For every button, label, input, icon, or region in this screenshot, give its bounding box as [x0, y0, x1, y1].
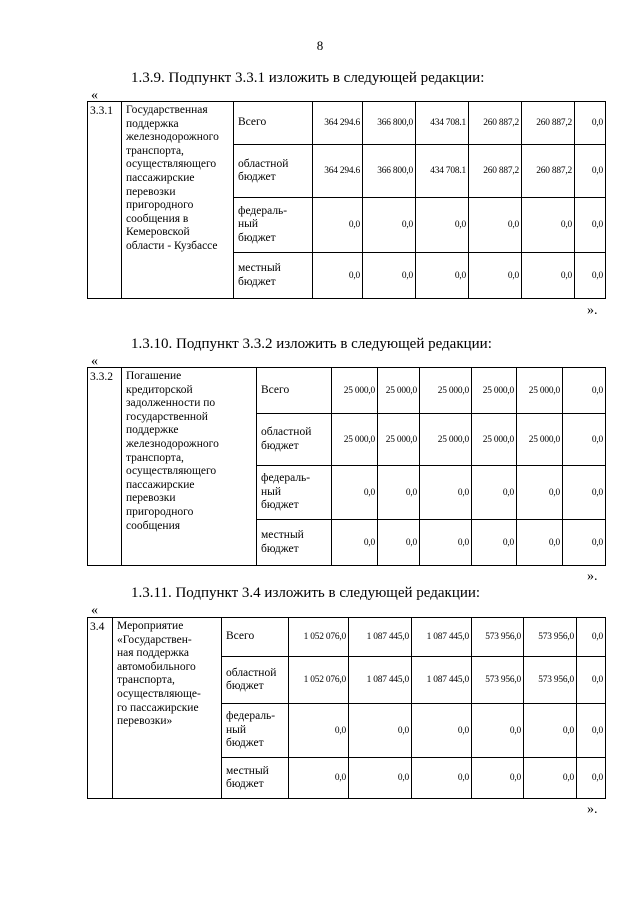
value-cell: 0,0: [577, 657, 606, 704]
value-cell: 0,0: [363, 253, 416, 299]
value-cell: 573 956,0: [524, 618, 577, 657]
value-cell: 0,0: [378, 466, 420, 520]
value-cell: 260 887,2: [469, 102, 522, 145]
quote-close: ».: [587, 802, 598, 817]
value-cell: 434 708.1: [416, 102, 469, 145]
value-cell: 573 956,0: [524, 657, 577, 704]
quote-close: ».: [587, 303, 598, 318]
value-cell: 0,0: [575, 102, 606, 145]
value-cell: 366 800,0: [363, 102, 416, 145]
value-cell: 0,0: [412, 758, 472, 799]
value-cell: 0,0: [522, 198, 575, 253]
value-cell: 1 087 445,0: [412, 657, 472, 704]
value-cell: 0,0: [289, 704, 349, 758]
value-cell: 260 887,2: [522, 145, 575, 198]
source-cell: Всего: [257, 368, 332, 414]
value-cell: 0,0: [577, 758, 606, 799]
value-cell: 0,0: [522, 253, 575, 299]
quote-open: «: [91, 603, 98, 618]
value-cell: 0,0: [416, 198, 469, 253]
source-cell: местный бюджет: [234, 253, 313, 299]
source-cell: федераль- ный бюджет: [234, 198, 313, 253]
source-cell: областной бюджет: [234, 145, 313, 198]
value-cell: 0,0: [577, 704, 606, 758]
source-cell: Всего: [234, 102, 313, 145]
value-cell: 0,0: [575, 253, 606, 299]
table-row: [88, 618, 606, 657]
value-cell: 25 000,0: [378, 414, 420, 466]
page-number: 8: [316, 38, 324, 53]
source-cell: федераль- ный бюджет: [257, 466, 332, 520]
value-cell: 0,0: [332, 520, 378, 566]
value-cell: 1 087 445,0: [412, 618, 472, 657]
value-cell: 25 000,0: [378, 368, 420, 414]
item-name: Погашение кредиторской задолженности по государственной поддержке железнодорожного транспорта, осуществляющего пассажирские перевозки пригородного сообщения: [122, 368, 257, 566]
quote-open: «: [91, 88, 98, 103]
source-cell: Всего: [222, 618, 289, 657]
value-cell: 0,0: [363, 198, 416, 253]
value-cell: 0,0: [517, 520, 563, 566]
value-cell: 1 087 445,0: [349, 618, 412, 657]
value-cell: 0,0: [416, 253, 469, 299]
source-cell: областной бюджет: [257, 414, 332, 466]
value-cell: 25 000,0: [420, 414, 472, 466]
item-name: Мероприятие «Государствен- ная поддержка автомобильного транспорта, осуществляюще- го пассажирские перевозки»: [113, 618, 222, 799]
value-cell: 25 000,0: [420, 368, 472, 414]
table-row: [88, 368, 606, 414]
value-cell: 0,0: [563, 520, 606, 566]
value-cell: 25 000,0: [332, 414, 378, 466]
value-cell: 0,0: [472, 758, 524, 799]
value-cell: 0,0: [472, 704, 524, 758]
value-cell: 0,0: [469, 198, 522, 253]
value-cell: 25 000,0: [332, 368, 378, 414]
value-cell: 0,0: [289, 758, 349, 799]
source-cell: областной бюджет: [222, 657, 289, 704]
value-cell: 0,0: [563, 414, 606, 466]
value-cell: 0,0: [313, 198, 363, 253]
value-cell: 0,0: [563, 368, 606, 414]
value-cell: 0,0: [378, 520, 420, 566]
item-name: Государственная поддержка железнодорожного транспорта, осуществляющего пассажирские перевозки пригородного сообщения в Кемеровской области - Кузбассе: [122, 102, 234, 299]
value-cell: 260 887,2: [522, 102, 575, 145]
value-cell: 0,0: [575, 198, 606, 253]
value-cell: 573 956,0: [472, 618, 524, 657]
value-cell: 0,0: [524, 704, 577, 758]
table-3-3-2: [87, 367, 606, 566]
value-cell: 364 294.6: [313, 102, 363, 145]
table-3-3-1: [87, 101, 606, 299]
value-cell: 0,0: [332, 466, 378, 520]
value-cell: 434 708.1: [416, 145, 469, 198]
value-cell: 573 956,0: [472, 657, 524, 704]
value-cell: 0,0: [472, 520, 517, 566]
value-cell: 1 052 076,0: [289, 657, 349, 704]
value-cell: 364 294.6: [313, 145, 363, 198]
value-cell: 0,0: [524, 758, 577, 799]
item-code: 3.3.2: [88, 368, 122, 566]
value-cell: 0,0: [349, 758, 412, 799]
value-cell: 0,0: [349, 704, 412, 758]
value-cell: 0,0: [420, 466, 472, 520]
source-cell: местный бюджет: [257, 520, 332, 566]
section-heading-3-4: 1.3.11. Подпункт 3.4 изложить в следующей редакции:: [131, 585, 481, 601]
value-cell: 0,0: [575, 145, 606, 198]
value-cell: 0,0: [577, 618, 606, 657]
quote-close: ».: [587, 569, 598, 584]
value-cell: 25 000,0: [472, 414, 517, 466]
value-cell: 0,0: [472, 466, 517, 520]
section-heading-3-3-1: 1.3.9. Подпункт 3.3.1 изложить в следующей редакции:: [131, 70, 485, 86]
value-cell: 1 087 445,0: [349, 657, 412, 704]
value-cell: 366 800,0: [363, 145, 416, 198]
table-3-4: [87, 617, 606, 799]
item-code: 3.4: [88, 618, 113, 799]
value-cell: 1 052 076,0: [289, 618, 349, 657]
item-code: 3.3.1: [88, 102, 122, 299]
value-cell: 0,0: [517, 466, 563, 520]
value-cell: 25 000,0: [517, 414, 563, 466]
source-cell: местный бюджет: [222, 758, 289, 799]
value-cell: 0,0: [563, 466, 606, 520]
section-heading-3-3-2: 1.3.10. Подпункт 3.3.2 изложить в следующей редакции:: [131, 336, 492, 352]
value-cell: 0,0: [313, 253, 363, 299]
value-cell: 0,0: [420, 520, 472, 566]
quote-open: «: [91, 354, 98, 369]
value-cell: 25 000,0: [517, 368, 563, 414]
table-row: [88, 102, 606, 145]
value-cell: 260 887,2: [469, 145, 522, 198]
source-cell: федераль- ный бюджет: [222, 704, 289, 758]
value-cell: 0,0: [412, 704, 472, 758]
value-cell: 25 000,0: [472, 368, 517, 414]
value-cell: 0,0: [469, 253, 522, 299]
